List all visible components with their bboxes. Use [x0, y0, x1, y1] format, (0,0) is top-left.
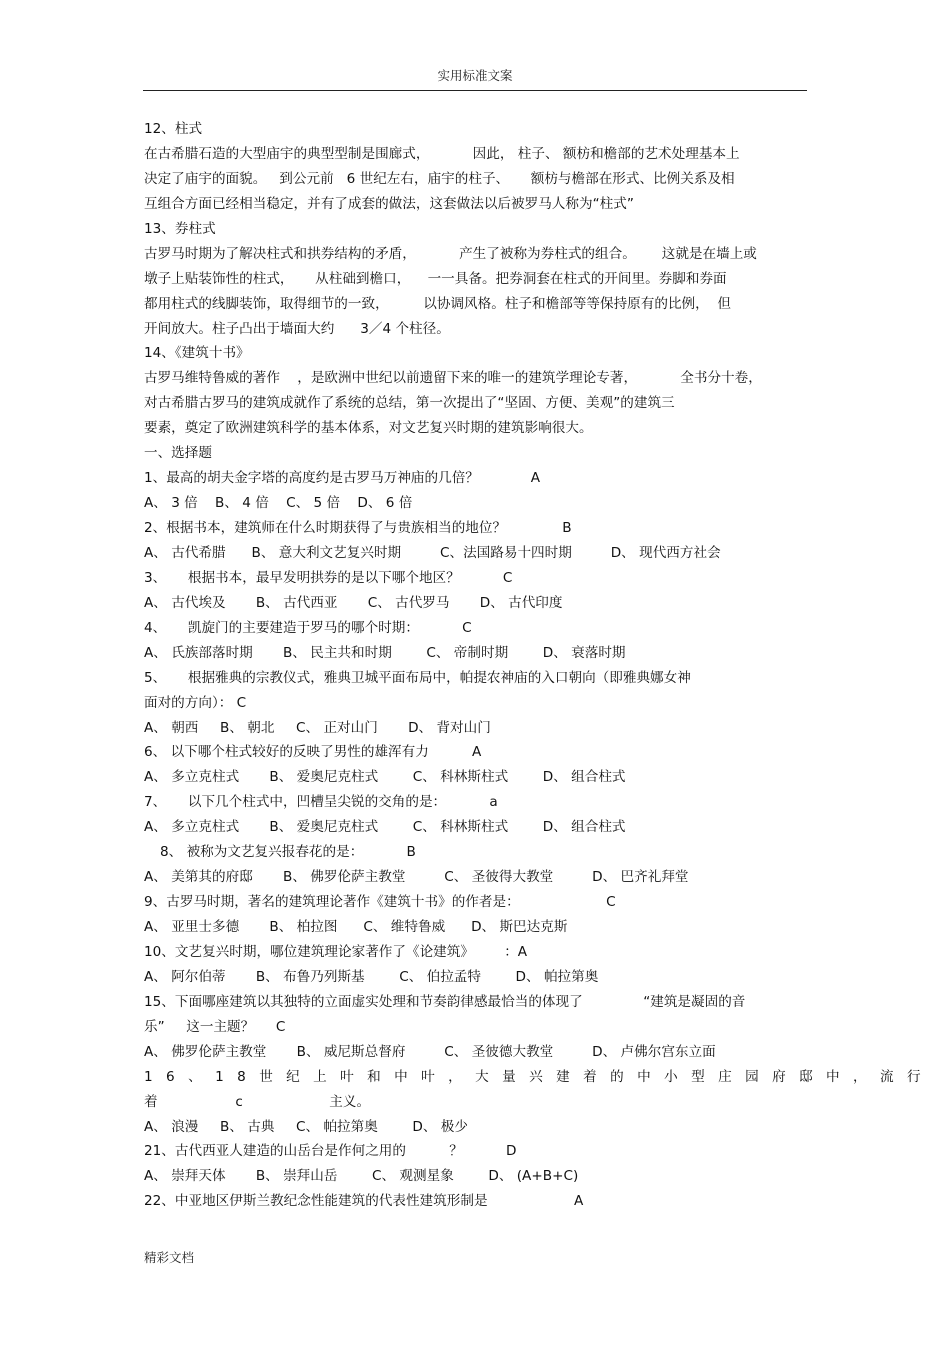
options-10: A、 阿尔伯蒂 B、 布鲁乃列斯基 C、 伯拉孟特 D、 帕拉第奥 [144, 968, 599, 985]
options-4: A、 氏族部落时期 B、 民主共和时期 C、 帝制时期 D、 衰落时期 [144, 644, 626, 661]
header-divider [143, 90, 807, 91]
options-5: A、 朝西 B、 朝北 C、 正对山门 D、 背对山门 [144, 719, 491, 736]
question-16-cont: 着 c 主义。 [144, 1093, 371, 1110]
question-2: 2、根据书本，建筑师在什么时期获得了与贵族相当的地位？ B [144, 520, 572, 536]
question-7: 7、 以下几个柱式中，凹槽呈尖锐的交角的是： a [144, 794, 498, 811]
question-8: 8、 被称为文艺复兴报春花的是： B [160, 844, 416, 861]
options-3: A、 古代埃及 B、 古代西亚 C、 古代罗马 D、 古代印度 [144, 594, 563, 611]
question-9: 9、古罗马时期，著名的建筑理论著作《建筑十书》的作者是： C [144, 894, 616, 911]
options-7: A、 多立克柱式 B、 爱奥尼克柱式 C、 科林斯柱式 D、 组合柱式 [144, 819, 626, 836]
heading-14: 14、《建筑十书》 [144, 345, 250, 362]
question-21: 21、古代西亚人建造的山岳台是作何之用的 ？ D [144, 1143, 517, 1160]
text-line: 要素，奠定了欧洲建筑科学的基本体系，对文艺复兴时期的建筑影响很大。 [144, 420, 593, 437]
options-15: A、 佛罗伦萨主教堂 B、 威尼斯总督府 C、 圣彼德大教堂 D、 卢佛尔宫东立面 [144, 1043, 716, 1060]
question-10: 10、文艺复兴时期，哪位建筑理论家著作了《论建筑》 ：A [144, 943, 528, 960]
options-2: A、 古代希腊 B、 意大利文艺复兴时期 C、法国路易十四时期 D、 现代西方社会 [144, 544, 721, 561]
text-line: 在古希腊石造的大型庙宇的典型型制是围廊式， 因此， 柱子、 额枋和檐部的艺术处理基本上 [144, 145, 740, 162]
question-22: 22、中亚地区伊斯兰教纪念性能建筑的代表性建筑形制是 A [144, 1193, 584, 1210]
options-6: A、 多立克柱式 B、 爱奥尼克柱式 C、 科林斯柱式 D、 组合柱式 [144, 769, 626, 786]
question-3: 3、 根据书本，最早发明拱券的是以下哪个地区？ C [144, 569, 513, 586]
document-body [144, 117, 935, 1214]
question-15: 15、下面哪座建筑以其独特的立面虚实处理和节奏韵律感最恰当的体现了 “建筑是凝固的音 [144, 993, 746, 1010]
options-16: A、 浪漫 B、 古典 C、 帕拉第奥 D、 极少 [144, 1118, 468, 1135]
question-15-cont: 乐” 这一主题？ C [144, 1018, 286, 1035]
text-line: 对古希腊古罗马的建筑成就作了系统的总结，第一次提出了“坚固、方便、美观”的建筑三 [144, 395, 675, 412]
question-4: 4、 凯旋门的主要建造于罗马的哪个时期： C [144, 619, 472, 636]
question-6: 6、 以下哪个柱式较好的反映了男性的雄浑有力 A [144, 744, 482, 761]
page-footer: 精彩文档 [144, 1250, 195, 1265]
text-line: 互组合方面已经相当稳定，并有了成套的做法，这套做法以后被罗马人称为“柱式” [144, 195, 634, 212]
options-21: A、 崇拜天体 B、 崇拜山岳 C、 观测星象 D、 (A+B+C) [144, 1168, 579, 1185]
header-title: 实用标准文案 [437, 68, 513, 83]
heading-12: 12、柱式 [144, 121, 203, 137]
question-16: 16、18世纪上叶和中叶，大量兴建着的中小型庄园府邸中，流行 [144, 1068, 935, 1085]
options-8: A、 美第其的府邸 B、 佛罗伦萨主教堂 C、 圣彼得大教堂 D、 巴齐礼拜堂 [144, 869, 689, 886]
text-line: 都用柱式的线脚装饰，取得细节的一致， 以协调风格。柱子和檐部等等保持原有的比例， 但 [144, 295, 731, 312]
question-5-cont: 面对的方向）： C [144, 694, 247, 711]
question-5: 5、 根据雅典的宗教仪式，雅典卫城平面布局中，帕提农神庙的入口朝向（即雅典娜女神 [144, 669, 691, 686]
text-line: 开间放大。柱子凸出于墙面大约 3／4 个柱径。 [144, 320, 450, 337]
section-heading-choice: 一、选择题 [144, 445, 212, 462]
options-9: A、 亚里士多德 B、 柏拉图 C、 维特鲁威 D、 斯巴达克斯 [144, 919, 568, 935]
text-line: 决定了庙宇的面貌。 到公元前 6 世纪左右，庙宇的柱子、 额枋与檐部在形式、比例关系及相 [144, 170, 735, 187]
text-line: 古罗马维特鲁威的著作 ，是欧洲中世纪以前遗留下来的唯一的建筑学理论专著， 全书分十卷， [144, 370, 762, 387]
text-line: 古罗马时期为了解决柱式和拱券结构的矛盾， 产生了被称为券柱式的组合。 这就是在墙上或 [144, 245, 757, 262]
text-line: 墩子上贴装饰性的柱式， 从柱础到檐口， 一一具备。把券洞套在柱式的开间里。券脚和券面 [144, 270, 727, 287]
options-1: A、 3 倍 B、 4 倍 C、 5 倍 D、 6 倍 [144, 495, 413, 512]
question-1: 1、最高的胡夫金字塔的高度约是古罗马万神庙的几倍？ A [144, 470, 541, 487]
heading-13: 13、券柱式 [144, 220, 216, 237]
